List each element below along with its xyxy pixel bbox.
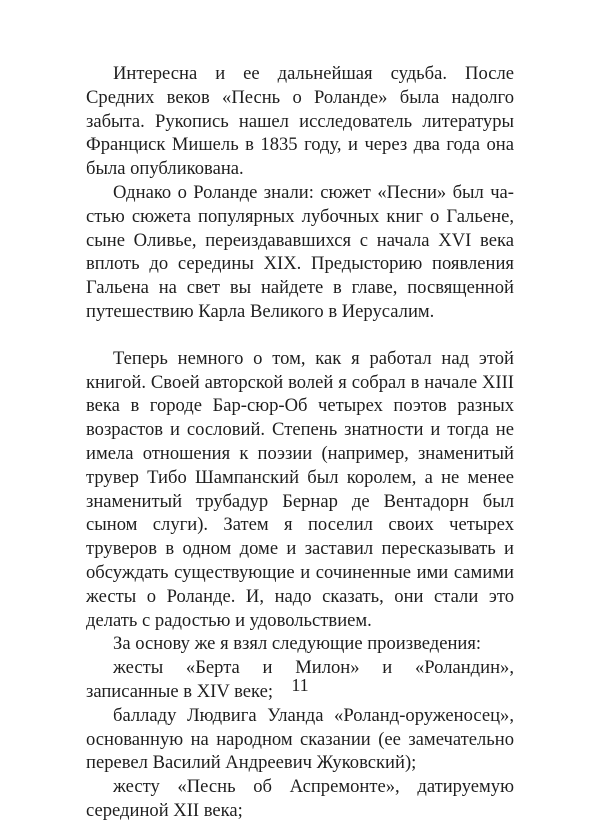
list-item-source: жесту «Песнь об Аспремонте», датируемую серединой XII века; bbox=[86, 776, 514, 821]
list-item-source: балладу Людвига Уланда «Роланд-оруженосец», основанную на народном сказании (ее замечательно перевел Василий Андреевич Жуковский); bbox=[86, 704, 514, 774]
page-text-block bbox=[86, 62, 514, 823]
list-item-source: жесты «Берта и Милон» и «Роландин», записанные в XIV веке; bbox=[86, 657, 514, 702]
paragraph-how-i-worked: Теперь немного о том, как я работал над этой книгой. Своей авторской волей я собрал в начале XIII века в городе Бар-сюр-Об четырех поэтов разных возрастов и сословий. Степень знатности и тогда не имела отношения к поэзии (например, знаменитый трувер Тибо Шампанский был королем, а не менее знаменитый трубадур Бернар де Вентадорн был сыном слуги). Затем я поселил своих четырех труверов в одном доме и заставил пересказывать и обсуждать существующие и сочиненные ими самими жесты о Роланде. И, надо сказать, они стали это делать с радостью и удовольствием. bbox=[86, 347, 514, 631]
page-number: 11 bbox=[291, 675, 309, 695]
paragraph-fate-of-song: Интересна и ее дальнейшая судьба. После Средних веков «Песнь о Роланде» была надолго забыта. Рукопись нашел исследователь литературы Франциск Мишель в 1835 году, и через два года она была опубликована. bbox=[86, 63, 514, 180]
paragraph-sources-intro: За основу же я взял следующие произведения: bbox=[113, 633, 482, 655]
paragraph-roland-known: Однако о Роланде знали: сюжет «Песни» был частью сюжета популярных лубочных книг о Гальене, сыне Оливье, переиздававшихся с начала XVI века вплоть до середины XIX. Предысторию появления Гальена на свет вы найдете в главе, посвященной путешествию Карла Великого в Иерусалим. bbox=[86, 181, 514, 322]
